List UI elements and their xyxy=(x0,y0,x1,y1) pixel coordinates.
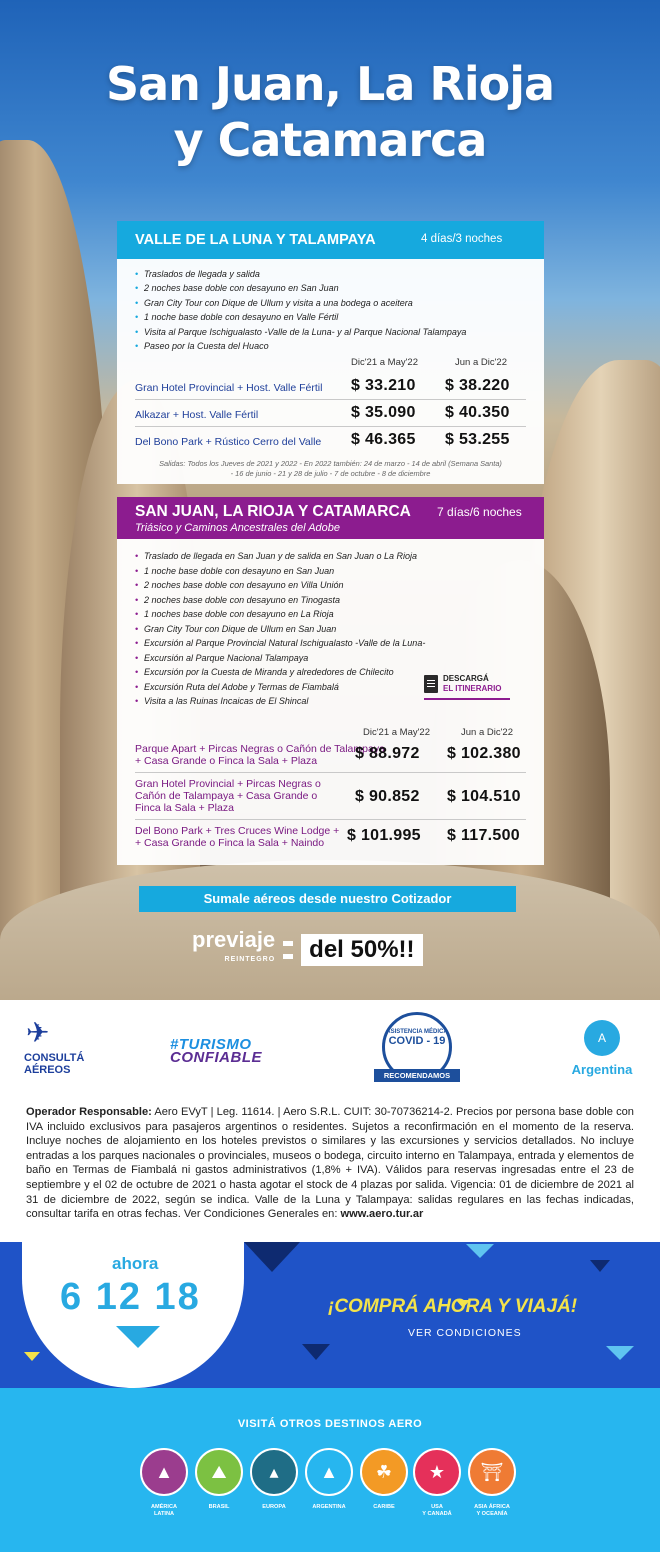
label-line: CARIBE xyxy=(373,1504,395,1510)
destination-label xyxy=(359,1504,409,1511)
list-item: • Gran City Tour con Dique de Ullum y visita a una bodega o aceitera xyxy=(135,296,544,310)
price-column-header: Jun a Dic'22 xyxy=(461,727,513,738)
list-item: • 1 noche base doble con desayuno en San Juan xyxy=(135,564,544,579)
partner-logos xyxy=(0,1000,660,1100)
hotel-combination xyxy=(135,778,321,814)
list-item: • 1 noche base doble con desayuno en Valle Fértil xyxy=(135,310,544,324)
previaje-percent: del 50%!! xyxy=(301,934,422,966)
label-line: ARGENTINA xyxy=(312,1504,346,1510)
legal-disclaimer xyxy=(26,1105,634,1222)
seal-main-text: COVID - 19 xyxy=(388,1035,446,1047)
list-item: • Excursión por la Cuesta de Miranda y alrededores de Chilecito xyxy=(135,665,544,680)
seal-top-text: ASISTENCIA MÉDICA xyxy=(386,1029,448,1035)
download-itinerary-label xyxy=(443,674,502,694)
hotel-combination: Gran Hotel Provincial + Host. Valle Fértil xyxy=(135,382,323,394)
destination-label xyxy=(412,1504,462,1518)
label-line: CONSULTÁ xyxy=(24,1052,85,1064)
package-inclusions xyxy=(117,259,544,353)
destination-label xyxy=(139,1504,189,1518)
label-line: USA xyxy=(431,1504,443,1510)
destination-europa[interactable] xyxy=(249,1448,299,1511)
landmark-icon: ⛰ xyxy=(195,1448,243,1496)
hotel-combination xyxy=(135,825,339,849)
ahora-label: ahora xyxy=(112,1254,159,1273)
hotel-combination: Alkazar + Host. Valle Fértil xyxy=(135,409,259,421)
airplane-icon xyxy=(26,1022,52,1048)
hotel-line: Cañón de Talampaya + Casa Grande o xyxy=(135,790,318,802)
eiffel-icon: ▴ xyxy=(250,1448,298,1496)
hotel-combination xyxy=(135,743,385,767)
decorative-triangle xyxy=(302,1344,330,1360)
package-header xyxy=(117,221,544,259)
list-item: • Excursión Ruta del Adobe y Termas de Fiambalá xyxy=(135,680,544,695)
departure-dates-line: Salidas: Todos los Jueves de 2021 y 2022 - En 2022 también: 24 de marzo - 14 de abril (Semana Santa) xyxy=(159,459,502,468)
document-icon xyxy=(424,675,438,693)
package-name: SAN JUAN, LA RIOJA Y CATAMARCA xyxy=(135,502,411,520)
price-high-season: $ 53.255 xyxy=(445,431,510,448)
pyramid-icon: ▲ xyxy=(140,1448,188,1496)
package-card-valle-de-la-luna xyxy=(117,221,544,484)
hotel-combination: Del Bono Park + Rústico Cerro del Valle xyxy=(135,436,322,448)
hotel-line: + Casa Grande o Finca la Sala + Plaza xyxy=(135,755,318,767)
turismo-confiable-logo xyxy=(170,1038,262,1064)
destination-america-latina[interactable] xyxy=(139,1448,189,1518)
title-line-1: San Juan, La Rioja xyxy=(105,57,555,111)
package-header xyxy=(117,497,544,539)
price-column-header: Dic'21 a May'22 xyxy=(363,727,430,738)
divider xyxy=(135,772,526,773)
download-label-line: EL ITINERARIO xyxy=(443,684,502,693)
price-column-header: Jun a Dic'22 xyxy=(455,357,507,368)
package-name: VALLE DE LA LUNA Y TALAMPAYA xyxy=(135,232,376,248)
destinations-header: VISITÁ OTROS DESTINOS AERO xyxy=(237,1418,423,1430)
legal-text: Aero EVyT | Leg. 11614. | Aero S.R.L. CUIT: 30-70736214-2. Precios por persona base doble con IVA incluido exclusivos para pasajeros argentinos o residentes. Sujetos a reconfirmación en el momento de la reserva. Incluye noches de alojamiento en los hoteles previstos o similares y las excursiones y servicios detallados. No incluye entradas a los parques nacionales o provinciales, museos o bodega, circuito interno en Talampaya, entrada y elementos de baño en Termas de Fiambalá ni gastos administrativos (1,8% + IVA). Válidos para reservas ingresadas entre el 23 de septiembre y el 02 de octubre de 2021 o hasta agotar el stock de 4 plazas por salida. Vigencia: 01 de diciembre de 2021 al 31 de diciembre de 2022, según se indica. Valle de la Luna y Talampaya: salidas regulares en las fechas indicadas, consultar tarifa en otras fechas. Ver Condiciones Generales en: xyxy=(26,1106,634,1221)
cotizador-button[interactable]: Sumale aéreos desde nuestro Cotizador xyxy=(139,886,516,912)
package-duration: 4 días/3 noches xyxy=(421,233,503,245)
list-item: • Excursión al Parque Provincial Natural Ischigualasto -Valle de la Luna- xyxy=(135,636,544,651)
destination-usa-canada[interactable] xyxy=(412,1448,462,1518)
table-row[interactable] xyxy=(135,778,526,816)
previaje-logo xyxy=(192,927,276,970)
argentina-label: Argentina xyxy=(571,1062,633,1077)
destination-argentina[interactable] xyxy=(304,1448,354,1511)
view-conditions-link[interactable]: VER CONDICIONES xyxy=(408,1327,522,1339)
price-low-season: $ 101.995 xyxy=(347,827,421,844)
previaje-brand: previaje xyxy=(192,927,276,952)
legal-url-link[interactable]: www.aero.tur.ar xyxy=(340,1208,424,1221)
page-title xyxy=(0,56,660,168)
decorative-triangle xyxy=(24,1352,40,1361)
departure-dates-line: - 16 de junio - 21 y 28 de julio - 7 de octubre - 8 de diciembre xyxy=(230,469,431,478)
decorative-triangle xyxy=(590,1260,610,1272)
label-line: LATINA xyxy=(153,1511,175,1517)
arrow-down-icon xyxy=(116,1326,160,1348)
argentina-logo xyxy=(566,1020,638,1077)
consulta-aereos-link[interactable] xyxy=(24,1022,84,1076)
destination-label xyxy=(249,1504,299,1511)
list-item: • Traslado de llegada en San Juan y de salida en San Juan o La Rioja xyxy=(135,549,544,564)
covid-assistance-seal xyxy=(374,1012,460,1084)
hotel-line: Finca la Sala + Plaza xyxy=(135,802,234,814)
price-low-season: $ 46.365 xyxy=(351,431,416,448)
decorative-triangle xyxy=(606,1346,634,1360)
label-line: Y OCEANÍA xyxy=(476,1511,508,1517)
hotel-line: Del Bono Park + Tres Cruces Wine Lodge + xyxy=(135,825,340,837)
destination-brasil[interactable] xyxy=(194,1448,244,1511)
destination-asia-africa-oceania[interactable] xyxy=(467,1448,517,1518)
divider xyxy=(135,399,526,400)
table-row[interactable] xyxy=(135,743,526,771)
list-item: • 2 noches base doble con desayuno en Tinogasta xyxy=(135,593,544,608)
label-line: AÉREOS xyxy=(24,1064,71,1076)
price-high-season: $ 102.380 xyxy=(447,745,521,762)
price-high-season: $ 117.500 xyxy=(447,827,520,844)
list-item: • Excursión al Parque Nacional Talampaya xyxy=(135,651,544,666)
list-item: • 2 noches base doble con desayuno en Villa Unión xyxy=(135,578,544,593)
list-item: • Visita al Parque Ischigualasto -Valle de la Luna- y al Parque Nacional Talampaya xyxy=(135,325,544,339)
download-itinerary-button[interactable] xyxy=(424,670,510,700)
download-label-line: DESCARGÁ xyxy=(443,674,489,683)
seal-ribbon: RECOMENDAMOS xyxy=(374,1069,460,1082)
departure-dates xyxy=(135,459,526,479)
price-column-header: Dic'21 a May'22 xyxy=(351,357,418,368)
list-item: • Gran City Tour con Dique de Ullum en San Juan xyxy=(135,622,544,637)
list-item: • Visita a las Ruinas Incaicas de El Shincal xyxy=(135,694,544,709)
argentina-mark: A xyxy=(584,1020,620,1056)
price-high-season: $ 40.350 xyxy=(445,404,510,421)
table-row[interactable] xyxy=(135,825,526,853)
decorative-triangle xyxy=(466,1244,494,1258)
title-line-2: y Catamarca xyxy=(173,113,487,167)
previaje-badge xyxy=(192,927,423,970)
legal-label: Operador Responsable: xyxy=(26,1106,152,1118)
destination-label xyxy=(467,1504,517,1518)
temple-icon: ⛩ xyxy=(468,1448,516,1496)
label-line: EUROPA xyxy=(262,1504,286,1510)
package-card-san-juan-la-rioja-catamarca xyxy=(117,497,544,865)
label-line: Y CANADÁ xyxy=(422,1511,452,1517)
list-item: • 2 noches base doble con desayuno en San Juan xyxy=(135,281,544,295)
previaje-tag: REINTEGRO xyxy=(224,956,276,963)
price-low-season: $ 33.210 xyxy=(351,377,416,394)
package-duration: 7 días/6 noches xyxy=(437,505,522,519)
obelisk-icon: ▲ xyxy=(305,1448,353,1496)
logo-line: #TURISMO xyxy=(170,1036,252,1053)
hotel-line: + Casa Grande o Finca la Sala + Naindo xyxy=(135,837,325,849)
liberty-icon: ★ xyxy=(413,1448,461,1496)
list-item: • 1 noches base doble con desayuno en La Rioja xyxy=(135,607,544,622)
logo-line: CONFIABLE xyxy=(170,1049,262,1066)
label-line: AMÉRICA xyxy=(150,1504,178,1510)
destination-caribe[interactable] xyxy=(359,1448,409,1511)
list-item: • Paseo por la Cuesta del Huaco xyxy=(135,339,544,353)
buy-now-headline: ¡COMPRÁ AHORA Y VIAJÁ! xyxy=(328,1296,578,1317)
divider xyxy=(135,426,526,427)
destination-label xyxy=(194,1504,244,1511)
price-high-season: $ 104.510 xyxy=(447,788,521,805)
price-low-season: $ 88.972 xyxy=(355,745,420,762)
package-subtitle: Triásico y Caminos Ancestrales del Adobe xyxy=(135,521,341,534)
palm-icon: ☘ xyxy=(360,1448,408,1496)
label-line: ASIA ÁFRICA xyxy=(474,1504,510,1510)
equals-icon xyxy=(283,941,293,959)
hotel-line: Parque Apart + Pircas Negras o Cañón de Talampaya xyxy=(135,743,385,755)
price-low-season: $ 35.090 xyxy=(351,404,416,421)
price-low-season: $ 90.852 xyxy=(355,788,420,805)
consulta-aereos-label xyxy=(24,1052,84,1076)
installments-numbers: 6 12 18 xyxy=(60,1276,201,1318)
list-item: • Traslados de llegada y salida xyxy=(135,267,544,281)
divider xyxy=(135,819,526,820)
other-destinations xyxy=(0,1388,660,1552)
hotel-line: Gran Hotel Provincial + Pircas Negras o xyxy=(135,778,321,790)
label-line: BRASIL xyxy=(208,1504,230,1510)
destination-label xyxy=(304,1504,354,1511)
cuotas-banner[interactable] xyxy=(0,1242,660,1388)
price-high-season: $ 38.220 xyxy=(445,377,510,394)
decorative-triangle xyxy=(244,1242,300,1272)
